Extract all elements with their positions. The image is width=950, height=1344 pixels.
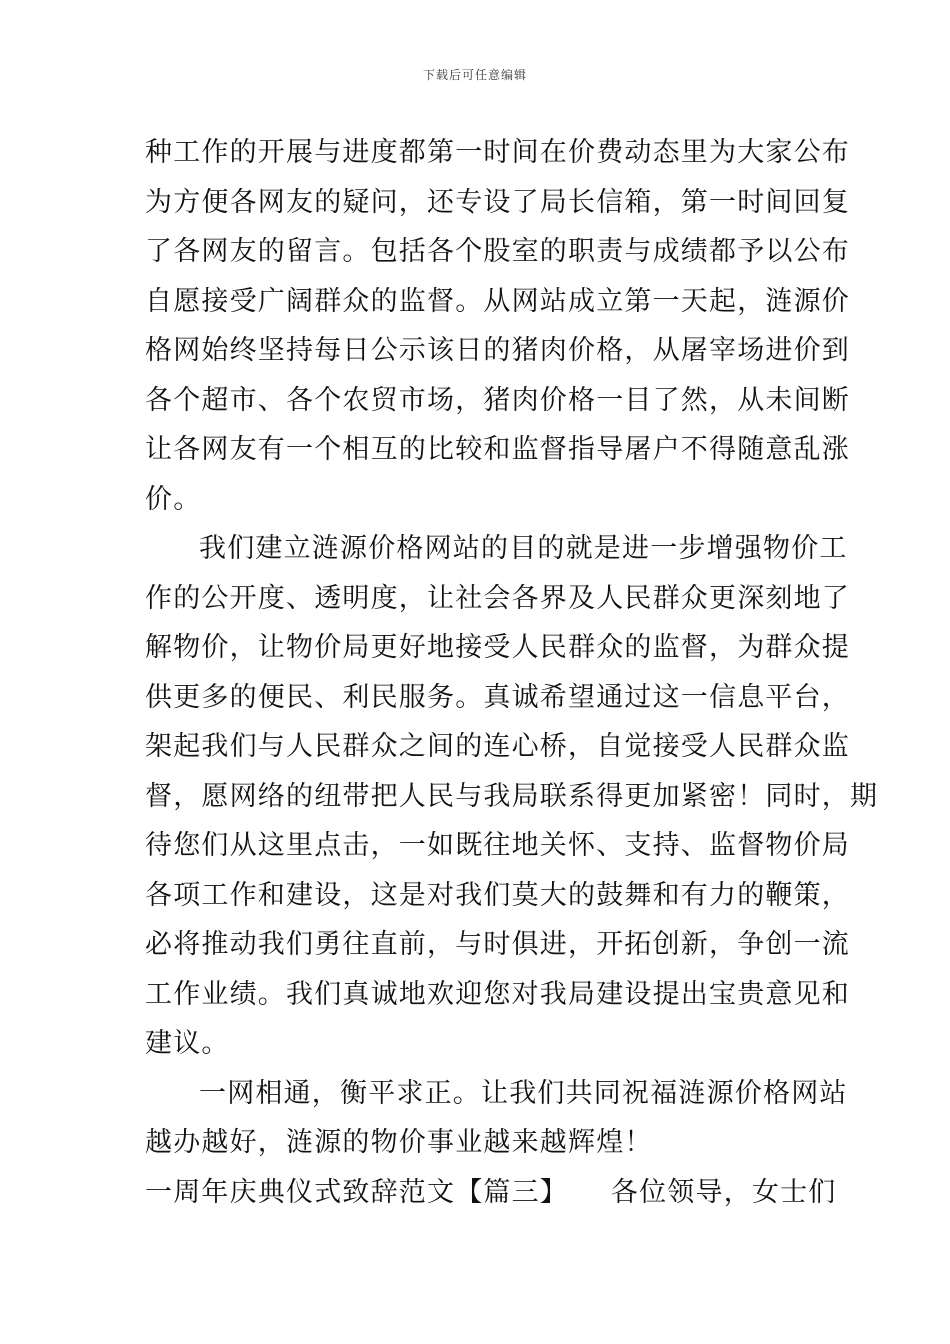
text-line: 必将推动我们勇往直前，与时俱进，开拓创新，争创一流	[145, 929, 850, 960]
text-line: 自愿接受广阔群众的监督。从网站成立第一天起，涟源价	[145, 285, 850, 317]
text-line: 格网始终坚持每日公示该日的猪肉价格，从屠宰场进价到	[145, 335, 850, 366]
text-line: 各项工作和建设，这是对我们莫大的鼓舞和有力的鞭策，	[145, 879, 850, 911]
text-line: 价。	[145, 483, 202, 515]
text-line: 工作业绩。我们真诚地欢迎您对我局建设提出宝贵意见和	[145, 978, 850, 1010]
text-line: 了各网友的留言。包括各个股室的职责与成绩都予以公布	[145, 236, 850, 267]
text-line: 作的公开度、透明度，让社会各界及人民群众更深刻地了	[145, 582, 850, 614]
text-line: 待您们从这里点击，一如既往地关怀、支持、监督物价局	[145, 830, 850, 861]
text-line: 种工作的开展与进度都第一时间在价费动态里为大家公布	[145, 137, 850, 168]
paragraph-first-line: 一网相通，衡平求正。让我们共同祝福涟源价格网站	[199, 1077, 848, 1109]
text-line: 建议。	[145, 1028, 230, 1059]
section-heading-line: 一周年庆典仪式致辞范文【篇三】 各位领导，女士们	[145, 1176, 837, 1208]
text-line: 解物价，让物价局更好地接受人民群众的监督，为群众提	[145, 632, 850, 663]
text-line: 督，愿网络的纽带把人民与我局联系得更加紧密！同时，期	[145, 780, 879, 812]
text-line: 让各网友有一个相互的比较和监督指导屠户不得随意乱涨	[145, 434, 850, 465]
page-header-note: 下载后可任意编辑	[422, 68, 527, 82]
text-line: 各个超市、各个农贸市场，猪肉价格一目了然，从未间断	[145, 384, 850, 416]
text-line: 供更多的便民、利民服务。真诚希望通过这一信息平台，	[145, 681, 850, 713]
document-body	[145, 128, 879, 1217]
text-line: 架起我们与人民群众之间的连心桥，自觉接受人民群众监	[145, 731, 850, 762]
text-line: 为方便各网友的疑问，还专设了局长信箱，第一时间回复	[145, 186, 850, 218]
paragraph-first-line: 我们建立涟源价格网站的目的就是进一步增强物价工	[199, 533, 848, 564]
text-line: 越办越好，涟源的物价事业越来越辉煌！	[145, 1127, 653, 1158]
